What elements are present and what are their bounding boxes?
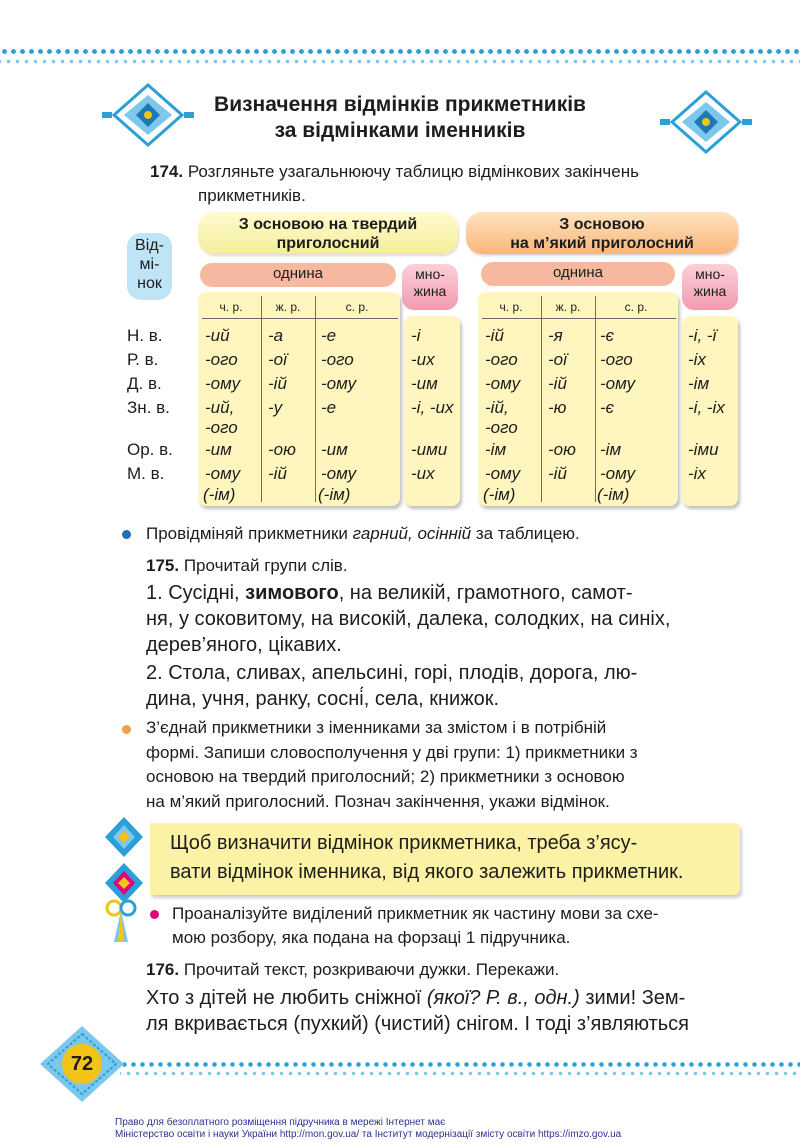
table-cell: -іми	[688, 440, 719, 459]
table-cell: -ому	[600, 464, 636, 483]
task-text: на м’який приголосний. Познач закінчення, укажи відмінок.	[146, 791, 610, 811]
exercise-176-text	[146, 985, 746, 1037]
case-header-line: нок	[137, 275, 162, 292]
singular-label-hard: однина	[200, 263, 396, 287]
table-cell: -ій	[485, 326, 504, 345]
singular-label-soft: однина	[481, 262, 675, 286]
plural-label-soft	[682, 264, 738, 310]
grid-line	[595, 296, 596, 502]
table-cell: -ому	[485, 464, 521, 483]
orange-bullet-icon	[122, 725, 131, 734]
gender-masc-hard: ч. р.	[202, 296, 260, 318]
case-label: М. в.	[127, 464, 165, 483]
table-cell: -і, -іх	[688, 398, 725, 417]
table-cell: -ому	[600, 374, 636, 393]
table-cell: -ого	[205, 350, 238, 369]
table-cell: -их	[411, 464, 435, 483]
table-cell: (-ім)	[597, 485, 630, 504]
table-cell: -ими	[411, 440, 448, 459]
case-header-line: Від-	[135, 237, 164, 254]
title-line-2: за відмінками іменників	[274, 119, 526, 142]
grid-line	[202, 318, 398, 319]
table-cell: -ій,	[485, 398, 509, 417]
word-group-text: дерев’яного, цікавих.	[146, 634, 342, 656]
plural-label-hard	[402, 264, 458, 310]
left-ornament-icon	[102, 83, 194, 147]
task-text: мою розбору, яка подана на форзаці 1 підручника.	[172, 928, 571, 947]
gender-neut-soft: с. р.	[596, 296, 676, 318]
table-cell: -их	[411, 350, 435, 369]
top-ornament-border	[0, 44, 800, 70]
table-cell: -іх	[688, 464, 706, 483]
case-header	[127, 233, 172, 300]
story-text: Хто з дітей не любить сніжної	[146, 987, 427, 1009]
case-header-line: мі-	[139, 256, 160, 273]
story-text: ля вкривається (пухкий) (чистий) снігом. І тоді з’являються	[146, 1013, 690, 1035]
soft-stem-header	[466, 212, 738, 254]
table-cell: -у	[268, 398, 283, 417]
table-cell: -ому	[321, 464, 357, 483]
table-cell: -ої	[268, 350, 287, 369]
table-cell: (-ім)	[203, 485, 236, 504]
story-text: зими! Зем-	[579, 987, 686, 1009]
table-cell: -ому	[485, 374, 521, 393]
gender-neut-hard: с. р.	[316, 296, 398, 318]
task-italic-words: гарний, осінній	[352, 524, 472, 543]
table-cell: -ій	[268, 464, 287, 483]
case-hint: (якої? Р. в., одн.)	[426, 987, 580, 1009]
title-line-1: Визначення відмінків прикметників	[214, 93, 586, 116]
case-label: Зн. в.	[127, 398, 170, 417]
task-text: Провідміняй прикметники	[146, 524, 353, 543]
table-cell: -ого	[205, 418, 238, 437]
table-cell: -им	[411, 374, 438, 393]
exercise-text: Прочитай текст, розкриваючи дужки. Перекажи.	[183, 960, 560, 979]
case-label: Н. в.	[127, 326, 163, 345]
hard-header-line: приголосний	[276, 235, 380, 252]
gender-fem-hard: ж. р.	[262, 296, 314, 318]
hard-stem-header	[198, 212, 458, 254]
table-cell: -ім	[485, 440, 507, 459]
word-group-2	[146, 660, 746, 712]
table-cell: -є	[600, 398, 615, 417]
rule-line: вати відмінок іменника, від якого залежить прикметник.	[170, 861, 684, 883]
footer	[115, 1117, 621, 1141]
table-cell: -і, -их	[411, 398, 454, 417]
rule-line: Щоб визначити відмінок прикметника, треба з’ясу-	[170, 832, 638, 854]
table-cell: (-ім)	[483, 485, 516, 504]
table-cell: -ої	[548, 350, 567, 369]
ribbon-tassel-icon	[98, 898, 144, 948]
table-cell: -ого	[485, 350, 518, 369]
task-combine	[146, 716, 742, 814]
word-group-text: 2. Стола, сливах, апельсині, горі, плодів, дорога, лю-	[146, 662, 638, 684]
table-cell: -а	[268, 326, 284, 345]
rule-text	[170, 829, 740, 887]
table-cell: -ого	[600, 350, 633, 369]
table-cell: -я	[548, 326, 563, 345]
grid-line	[261, 296, 262, 502]
task-text: основою на твердий приголосний; 2) прикметники з основою	[146, 767, 625, 786]
table-cell: -ому	[321, 374, 357, 393]
footer-line: Міністерство освіти і науки України http://mon.gov.ua/ та Інститут модернізації змісту освіти https://imzo.gov.ua	[115, 1129, 622, 1140]
soft-header-line: З основою	[559, 216, 645, 233]
exercise-text-cont: прикметників.	[198, 186, 306, 205]
task-text: З’єднай прикметники з іменниками за змістом і в потрібній	[146, 718, 607, 737]
blue-bullet-icon	[122, 530, 131, 539]
exercise-number: 175.	[146, 556, 180, 575]
grid-line	[541, 296, 542, 502]
table-cell: -ім	[600, 440, 622, 459]
table-cell: -іх	[688, 350, 706, 369]
table-cell: -ого	[321, 350, 354, 369]
exercise-number: 176.	[146, 960, 180, 979]
table-cell: -є	[600, 326, 615, 345]
rule-ornament-icon	[103, 815, 145, 907]
table-cell: -ий,	[205, 398, 235, 417]
table-cell: -ій	[548, 374, 567, 393]
task-text: формі. Запиши словосполучення у дві групи: 1) прикметники з	[146, 742, 638, 762]
exercise-176-heading	[146, 958, 559, 982]
table-cell: -і	[411, 326, 421, 345]
case-label: Д. в.	[127, 374, 162, 393]
exercise-175-heading	[146, 554, 348, 578]
table-cell: -ого	[485, 418, 518, 437]
table-cell: -ім	[688, 374, 710, 393]
exercise-text: Прочитай групи слів.	[183, 556, 348, 575]
exercise-174	[150, 160, 750, 208]
table-cell: (-ім)	[318, 485, 351, 504]
grid-line	[315, 296, 316, 502]
plural-line: жина	[413, 283, 447, 299]
table-cell: -ою	[548, 440, 576, 459]
table-cell: -ю	[548, 398, 567, 417]
table-cell: -е	[321, 326, 337, 345]
exercise-number: 174.	[150, 162, 184, 181]
word-group-text: , на великій, грамотного, самот-	[338, 582, 633, 604]
table-cell: -ий	[205, 326, 230, 345]
hard-header-line: З основою на твердий	[238, 216, 418, 233]
exercise-text: Розгляньте узагальнюючу таблицю відмінкових закінчень	[187, 162, 639, 181]
footer-line: Право для безоплатного розміщення підручника в мережі Інтернет має	[115, 1117, 446, 1128]
plural-line: жина	[693, 283, 727, 299]
task-text: за таблицею.	[471, 524, 580, 543]
plural-line: мно-	[695, 266, 725, 282]
highlighted-adjective: зимового	[245, 582, 339, 604]
word-group-text: ня, у соковитому, на високій, далека, солодких, на синіх,	[146, 608, 671, 630]
table-cell: -им	[205, 440, 232, 459]
page-number: 72	[70, 1053, 94, 1075]
table-cell: -ій	[548, 464, 567, 483]
word-group-text: дина, учня, ранку, сосні́, села, книжок.	[146, 688, 499, 710]
gender-masc-soft: ч. р.	[482, 296, 540, 318]
word-group-text: 1. Сусідні,	[146, 582, 246, 604]
right-ornament-icon	[660, 90, 752, 154]
case-label: Р. в.	[127, 350, 159, 369]
gender-fem-soft: ж. р.	[542, 296, 594, 318]
word-group-1	[146, 580, 746, 658]
table-cell: -ому	[205, 374, 241, 393]
case-label: Ор. в.	[127, 440, 173, 459]
table-cell: -е	[321, 398, 337, 417]
grid-line	[482, 318, 676, 319]
plural-line: мно-	[415, 266, 445, 282]
task-decline	[146, 522, 580, 546]
bottom-ornament-border	[120, 1058, 800, 1080]
task-analyze	[172, 902, 742, 950]
table-cell: -і, -ї	[688, 326, 717, 345]
page-title	[190, 92, 610, 144]
table-cell: -ою	[268, 440, 296, 459]
soft-header-line: на м’який приголосний	[510, 235, 694, 252]
table-cell: -им	[321, 440, 348, 459]
task-text: Проаналізуйте виділений прикметник як частину мови за схе-	[172, 904, 659, 923]
pink-bullet-icon	[150, 910, 159, 919]
table-cell: -ому	[205, 464, 241, 483]
table-cell: -ій	[268, 374, 287, 393]
